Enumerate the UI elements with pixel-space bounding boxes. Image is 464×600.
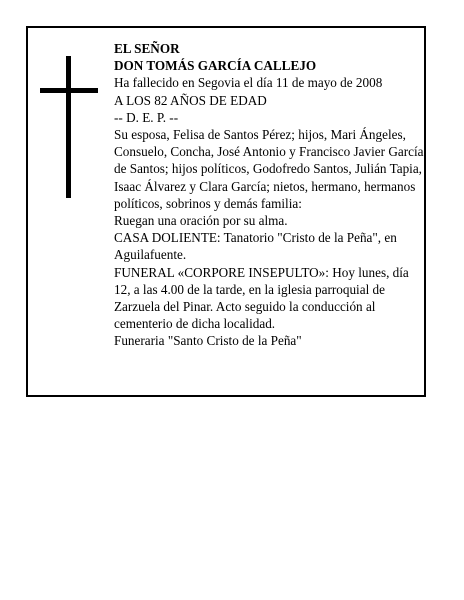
casa-doliente: CASA DOLIENTE: Tanatorio "Cristo de la Peña", en Aguilafuente. xyxy=(114,230,397,263)
age-line: A LOS 82 AÑOS DE EDAD xyxy=(114,92,267,108)
cross-horizontal-bar xyxy=(40,88,98,93)
deceased-name: DON TOMÁS GARCÍA CALLEJO xyxy=(114,58,317,74)
family-paragraph: Su esposa, Felisa de Santos Pérez; hijos, Mari Ángeles, Consuelo, Concha, José Antonio y Francisco Javier García de Santos; hijos políticos, Godofredo Santos, Julián Tapia, Isaac Álvarez y Clara García; nietos, hermano, hermanos políticos, sobrinos y demás familia: xyxy=(114,127,424,211)
death-announcement: Ha fallecido en Segovia el día 11 de mayo de 2008 xyxy=(114,75,383,91)
obituary-notice xyxy=(26,26,426,397)
cross-icon xyxy=(40,56,98,198)
rip-line: -- D. E. P. -- xyxy=(114,109,179,125)
cross-vertical-bar xyxy=(66,56,71,198)
funeral-paragraph: FUNERAL «CORPORE INSEPULTO»: Hoy lunes, día 12, a las 4.00 de la tarde, en la iglesia parroquial de Zarzuela del Pinar. Acto seguido la conducción al cementerio de dicha localidad. xyxy=(114,264,409,332)
prayer-line: Ruegan una oración por su alma. xyxy=(114,213,288,229)
notice-title-line1: EL SEÑOR xyxy=(114,41,180,56)
notice-text-block xyxy=(114,40,424,350)
funeraria-line: Funeraria "Santo Cristo de la Peña" xyxy=(114,333,302,349)
